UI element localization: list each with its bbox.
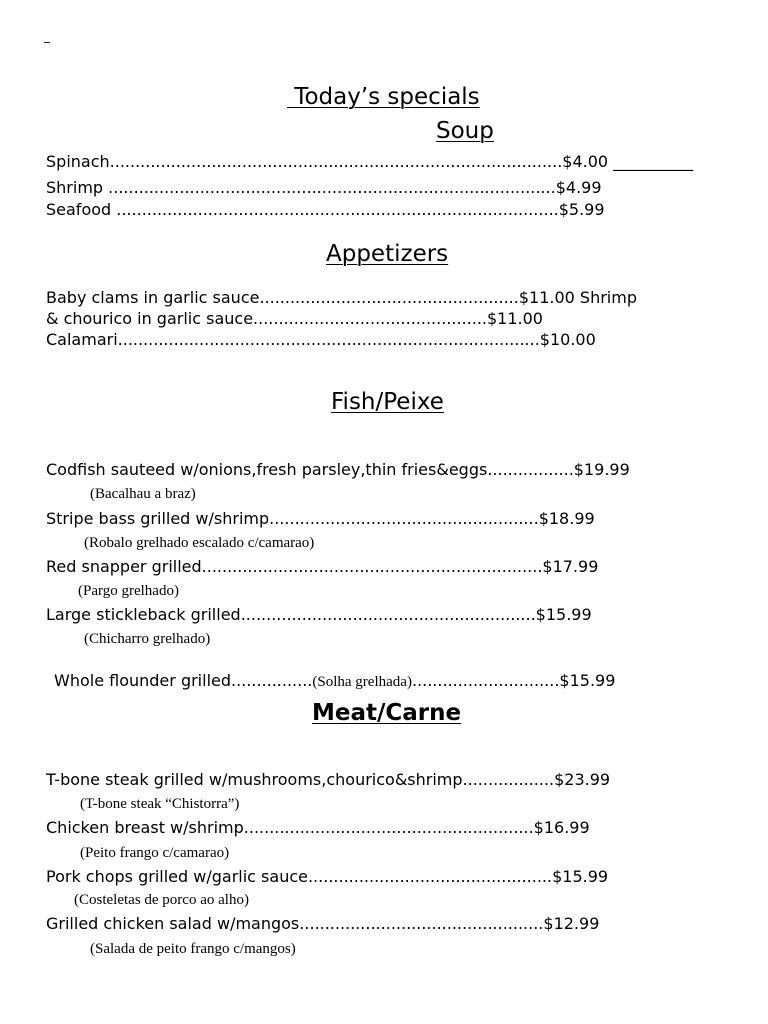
fish-heading: Fish/Peixe [331,389,444,415]
meat-heading: Meat/Carne [312,700,462,726]
meat-item-chicken-salad-translation: (Salada de peito frango c/mangos) [90,941,296,957]
corner-marker: _ [44,29,50,43]
page-title: Today’s specials [287,84,480,110]
meat-item-tbone-translation: (T-bone steak “Chistorra”) [80,796,240,812]
meat-item-chicken-salad: Grilled chicken salad w/mangos................................................$12.99 [46,914,600,933]
fish-item-stripe-bass-translation: (Robalo grelhado escalado c/camarao) [84,535,315,551]
soup-heading: Soup [436,118,494,144]
meat-item-chicken-breast: Chicken breast w/shrimp.........................................................$16.99 [46,818,590,837]
fish-item-red-snapper-translation: (Pargo grelhado) [78,583,179,599]
appetizer-line-1: Baby clams in garlic sauce...................................................$11.00 Shrimp [46,288,637,307]
soup-item-shrimp: Shrimp ........................................................................................$4.99 [46,178,602,197]
appetizers-heading: Appetizers [326,241,449,267]
appetizer-line-2: & chourico in garlic sauce..............................................$11.00 [46,309,543,328]
appetizer-line-3: Calamari...................................................................................$10.00 [46,330,596,349]
fish-item-flounder-translation: (Solha grelhada) [312,674,412,690]
fish-item-codfish: Codfish sauteed w/onions,fresh parsley,thin fries&eggs.................$19.99 [46,460,630,479]
fish-item-flounder-price: .............................$15.99 [411,671,616,690]
meat-item-chicken-breast-translation: (Peito frango c/camarao) [80,845,230,861]
fish-item-stripe-bass: Stripe bass grilled w/shrimp.....................................................$18.99 [46,509,595,528]
meat-item-tbone: T-bone steak grilled w/mushrooms,chourico&shrimp..................$23.99 [46,770,611,789]
fish-item-flounder [46,653,615,691]
soup-item-spinach: Spinach.........................................................................................$4.00 __________ [46,152,694,171]
meat-item-pork-chops: Pork chops grilled w/garlic sauce................................................$15.99 [46,867,609,886]
fish-item-stickleback-translation: (Chicharro grelhado) [84,631,211,647]
meat-item-pork-chops-translation: (Costeletas de porco ao alho) [74,892,249,908]
soup-item-seafood: Seafood .......................................................................................$5.99 [46,200,605,219]
fish-item-stickleback: Large stickleback grilled..........................................................$15.99 [46,605,592,624]
fish-item-flounder-name: Whole flounder grilled................ [54,671,313,690]
fish-item-red-snapper: Red snapper grilled...................................................................$17.99 [46,557,599,576]
fish-item-codfish-translation: (Bacalhau a braz) [90,486,196,502]
